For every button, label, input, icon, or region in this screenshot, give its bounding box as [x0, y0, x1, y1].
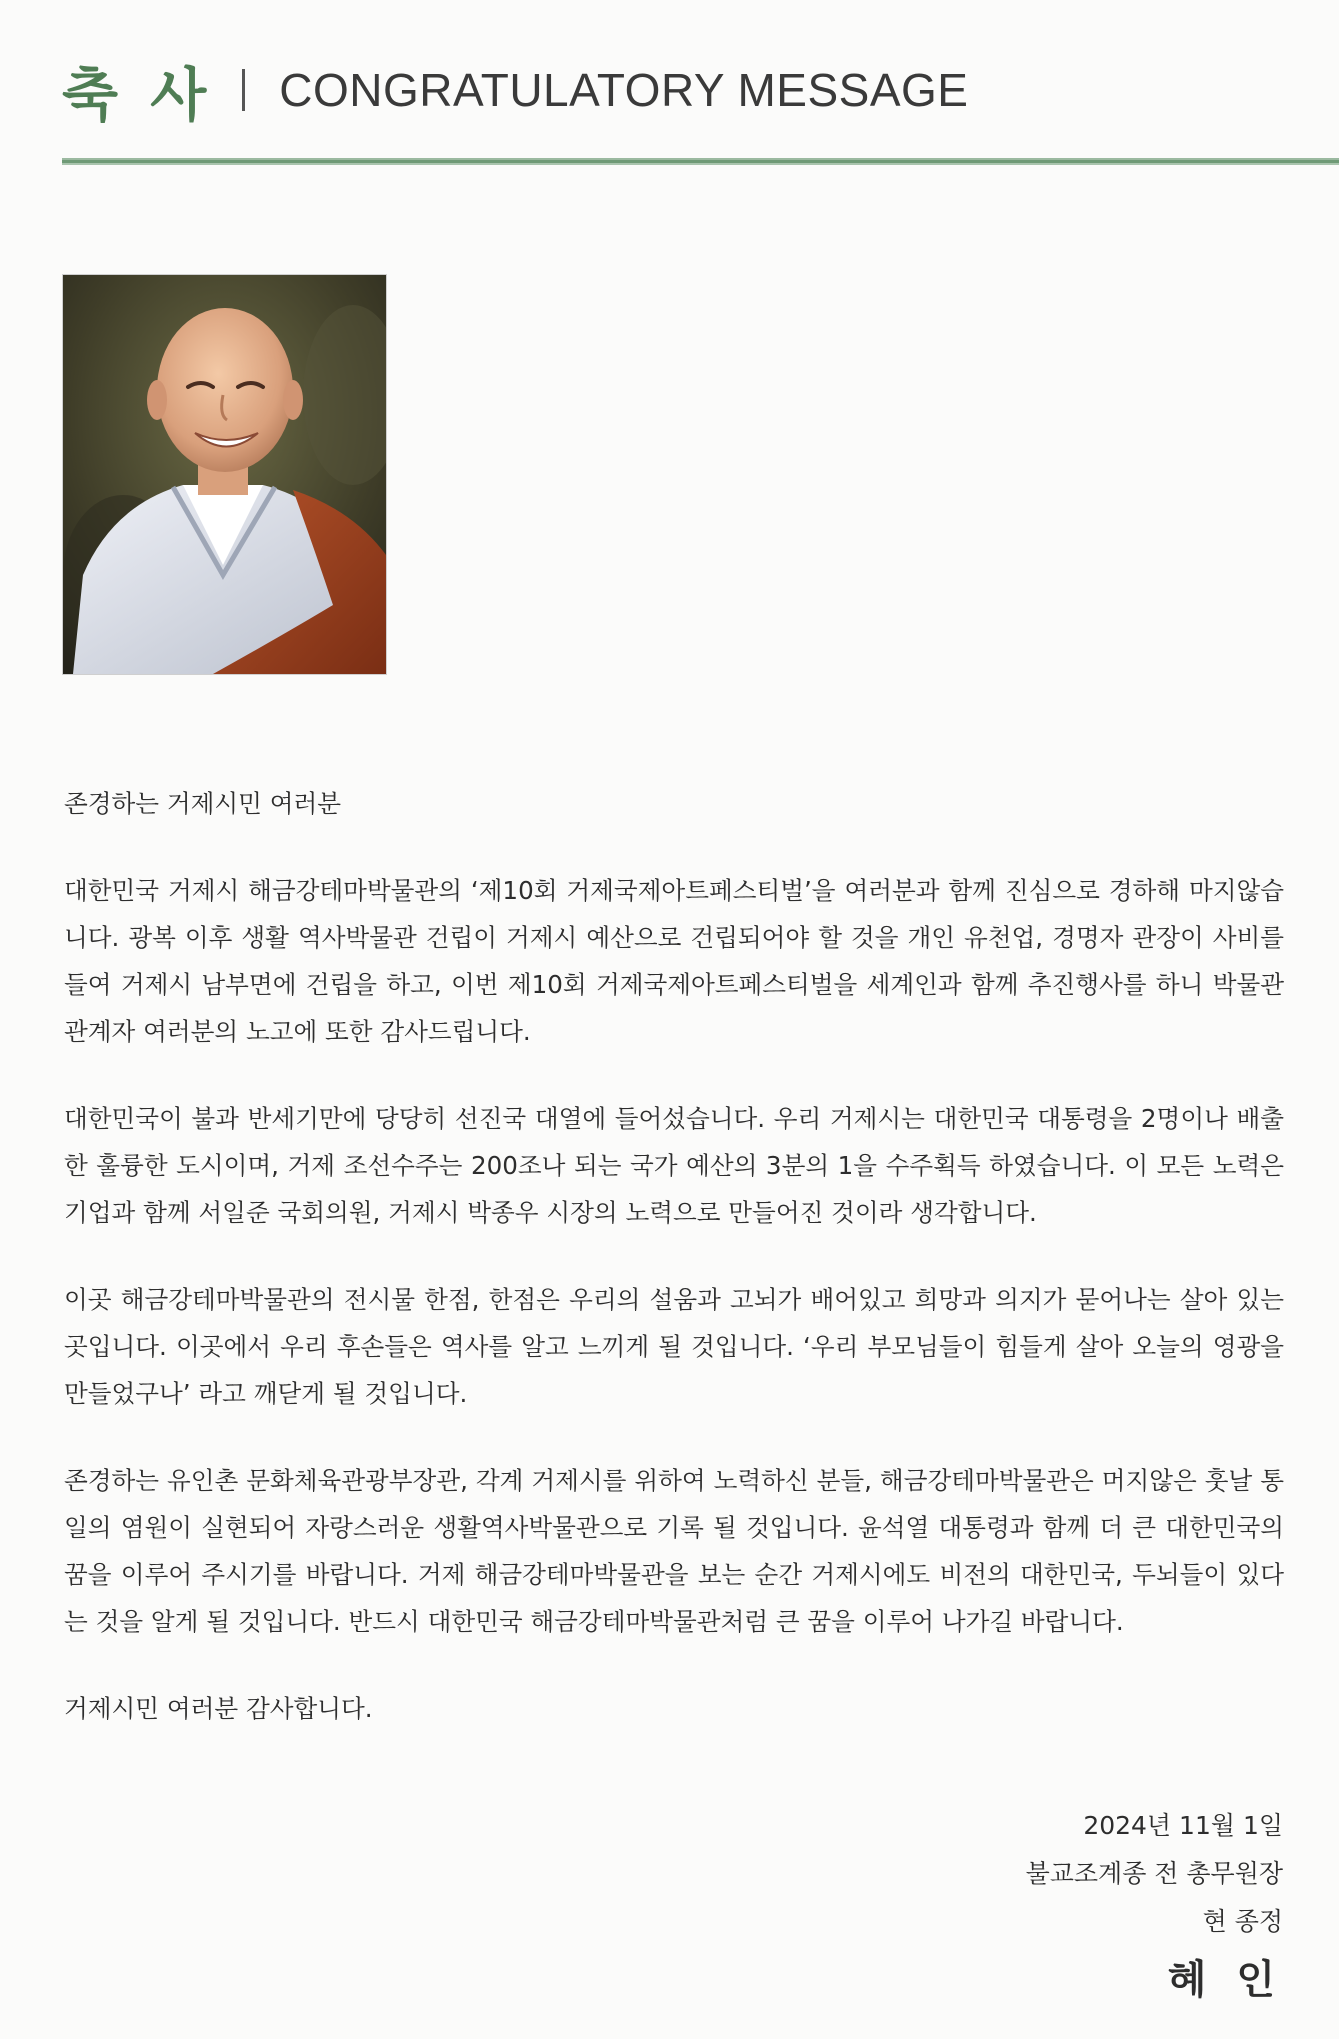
portrait-photo [62, 274, 387, 675]
signature-org-title: 불교조계종 전 총무원장 [1025, 1859, 1283, 1888]
paragraph-4: 존경하는 유인촌 문화체육관광부장관, 각계 거제시를 위하여 노력하신 분들, 해금강테마박물관은 머지않은 훗날 통일의 염원이 실현되어 자랑스러운 생활역사박물관으로 기록 될 것입니다. 윤석열 대통령과 함께 더 큰 대한민국의 꿈을 이루어 주시기를 바랍니다. 거제 해금강테마박물관을 보는 순간 거제시에도 비전의 대한민국, 두뇌들이 있다는 것을 알게 될 것입니다. 반드시 대한민국 해금강테마박물관처럼 큰 꿈을 이루어 나가길 바랍니다. [64, 1466, 1284, 1636]
paragraph-2: 대한민국이 불과 반세기만에 당당히 선진국 대열에 들어섰습니다. 우리 거제시는 대한민국 대통령을 2명이나 배출한 훌륭한 도시이며, 거제 조선수주는 200조나 되는 국가 예산의 3분의 1을 수주획득 하였습니다. 이 모든 노력은 기업과 함께 서일준 국회의원, 거제시 박종우 시장의 노력으로 만들어진 것이라 생각합니다. [64, 1104, 1284, 1227]
closing-line: 거제시민 여러분 감사합니다. [64, 1694, 373, 1723]
title-divider [242, 69, 245, 111]
page-header [62, 50, 968, 130]
header-rule [62, 158, 1339, 165]
paragraph-3: 이곳 해금강테마박물관의 전시물 한점, 한점은 우리의 설움과 고뇌가 배어있고 희망과 의지가 묻어나는 살아 있는 곳입니다. 이곳에서 우리 후손들은 역사를 알고 느끼게 될 것입니다. ‘우리 부모님들이 힘들게 살아 오늘의 영광을 만들었구나’ 라고 깨닫게 될 것입니다. [64, 1285, 1284, 1408]
salutation: 존경하는 거제시민 여러분 [64, 789, 341, 818]
paragraph-1: 대한민국 거제시 해금강테마박물관의 ‘제10회 거제국제아트페스티벌’을 여러분과 함께 진심으로 경하해 마지않습니다. 광복 이후 생활 역사박물관 건립이 거제시 예산으로 건립되어야 할 것을 개인 유천업, 경명자 관장이 사비를 들여 거제시 남부면에 건립을 하고, 이번 제10회 거제국제아트페스티벌을 세계인과 함께 추진행사를 하니 박물관 관계자 여러분의 노고에 또한 감사드립니다. [64, 876, 1284, 1046]
signature-date: 2024년 11월 1일 [1083, 1811, 1283, 1840]
signature-name: 혜 인 [1167, 1957, 1283, 2003]
signature-block [1026, 1802, 1283, 2008]
title-korean: 축 사 [62, 61, 213, 129]
title-english: CONGRATULATORY MESSAGE [279, 64, 969, 116]
signature-current-title: 현 종정 [1202, 1907, 1283, 1936]
letter-body [64, 780, 1284, 1732]
